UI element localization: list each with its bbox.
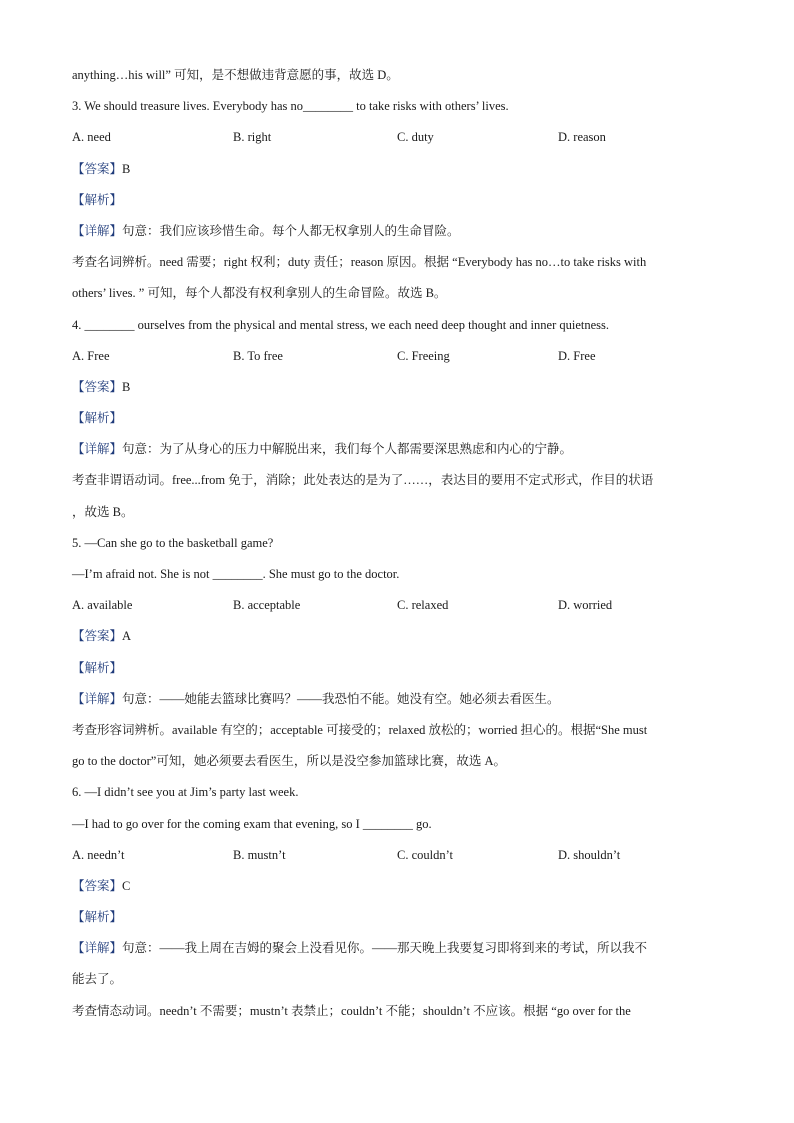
text-line: 考查名词辨析。need 需要；right 权利；duty 责任；reason 原因。根据 “Everybody has no…to take risks with <box>72 255 647 270</box>
option-b: B. acceptable <box>233 598 301 613</box>
analysis-label <box>72 188 732 219</box>
option-c: C. Freeing <box>397 348 450 363</box>
text-line: 能去了。 <box>72 972 123 987</box>
analysis-label <box>72 656 732 687</box>
analysis-label <box>72 406 732 437</box>
option-b: B. To free <box>233 348 283 363</box>
answer-line <box>72 375 732 406</box>
answer-line <box>72 157 732 188</box>
option-c: C. relaxed <box>397 598 449 613</box>
option-c: C. duty <box>397 130 434 145</box>
detail-line <box>72 936 732 967</box>
answer-label: 【答案】 <box>72 379 123 394</box>
text-line: 考查形容词辨析。available 有空的；acceptable 可接受的；relaxed 放松的；worried 担心的。根据“She must <box>72 722 648 737</box>
detail-label: 【详解】 <box>72 223 123 238</box>
answer-value: B <box>122 161 131 176</box>
option-c: C. couldn’t <box>397 847 454 862</box>
detail-label: 【详解】 <box>72 442 123 457</box>
analysis-tag: 【解析】 <box>72 910 123 925</box>
analysis-label <box>72 905 732 936</box>
answer-value: B <box>122 379 131 394</box>
option-a: A. need <box>72 130 111 145</box>
answer-line <box>72 874 732 905</box>
text-line: —I’m afraid not. She is not ________. She must go to the doctor. <box>72 567 400 581</box>
text-line: 6. —I didn’t see you at Jim’s party last week. <box>72 785 299 800</box>
answer-options <box>72 125 732 156</box>
answer-label: 【答案】 <box>72 161 123 176</box>
detail-text: 句意：为了从身心的压力中解脱出来，我们每个人都需要深思熟虑和内心的宁静。 <box>122 442 573 457</box>
answer-options <box>72 593 732 624</box>
answer-value: A <box>122 629 132 644</box>
option-d: D. Free <box>558 348 596 363</box>
text-line: 5. —Can she go to the basketball game? <box>72 535 274 550</box>
answer-label: 【答案】 <box>72 629 123 644</box>
text-line: 考查情态动词。needn’t 不需要；mustn’t 表禁止；couldn’t 不能；shouldn’t 不应该。根据 “go over for the <box>72 1003 631 1018</box>
option-b: B. right <box>233 130 272 145</box>
detail-line <box>72 219 732 250</box>
text-line: anything…his will” 可知，是不想做违背意愿的事，故选 D。 <box>72 68 399 82</box>
answer-options <box>72 843 732 874</box>
option-a: A. available <box>72 598 133 613</box>
text-line: others’ lives. ” 可知，每个人都没有权利拿别人的生命冒险。故选 B。 <box>72 286 447 301</box>
text-line: 考查非谓语动词。free...from 免于，消除；此处表达的是为了……，表达目的要用不定式形式，作目的状语 <box>72 473 654 488</box>
answer-value: C <box>122 878 131 893</box>
option-a: A. Free <box>72 348 110 363</box>
text-line: —I had to go over for the coming exam that evening, so I ________ go. <box>72 816 432 831</box>
answer-options <box>72 344 732 375</box>
detail-label: 【详解】 <box>72 941 123 956</box>
option-a: A. needn’t <box>72 847 125 862</box>
answer-label: 【答案】 <box>72 878 123 893</box>
detail-text: 句意：——我上周在吉姆的聚会上没看见你。——那天晚上我要复习即将到来的考试，所以我不 <box>122 941 648 956</box>
text-line: 3. We should treasure lives. Everybody has no________ to take risks with others’ lives. <box>72 99 509 114</box>
option-d: D. reason <box>558 130 606 145</box>
detail-text: 句意：我们应该珍惜生命。每个人都无权拿别人的生命冒险。 <box>122 223 460 238</box>
option-d: D. worried <box>558 598 613 613</box>
analysis-tag: 【解析】 <box>72 660 123 675</box>
detail-line <box>72 437 732 468</box>
analysis-tag: 【解析】 <box>72 192 123 207</box>
detail-line <box>72 687 732 718</box>
option-d: D. shouldn’t <box>558 847 621 862</box>
text-line: go to the doctor”可知，她必须要去看医生，所以是没空参加篮球比赛，故选 A。 <box>72 754 507 769</box>
page-content <box>72 63 732 1030</box>
text-line: ，故选 B。 <box>72 504 134 519</box>
answer-line <box>72 624 732 655</box>
analysis-tag: 【解析】 <box>72 411 123 426</box>
text-line: 4. ________ ourselves from the physical and mental stress, we each need deep thought and inner quietness. <box>72 317 610 332</box>
detail-text: 句意：——她能去篮球比赛吗？——我恐怕不能。她没有空。她必须去看医生。 <box>122 691 560 706</box>
detail-label: 【详解】 <box>72 691 123 706</box>
option-b: B. mustn’t <box>233 847 286 862</box>
